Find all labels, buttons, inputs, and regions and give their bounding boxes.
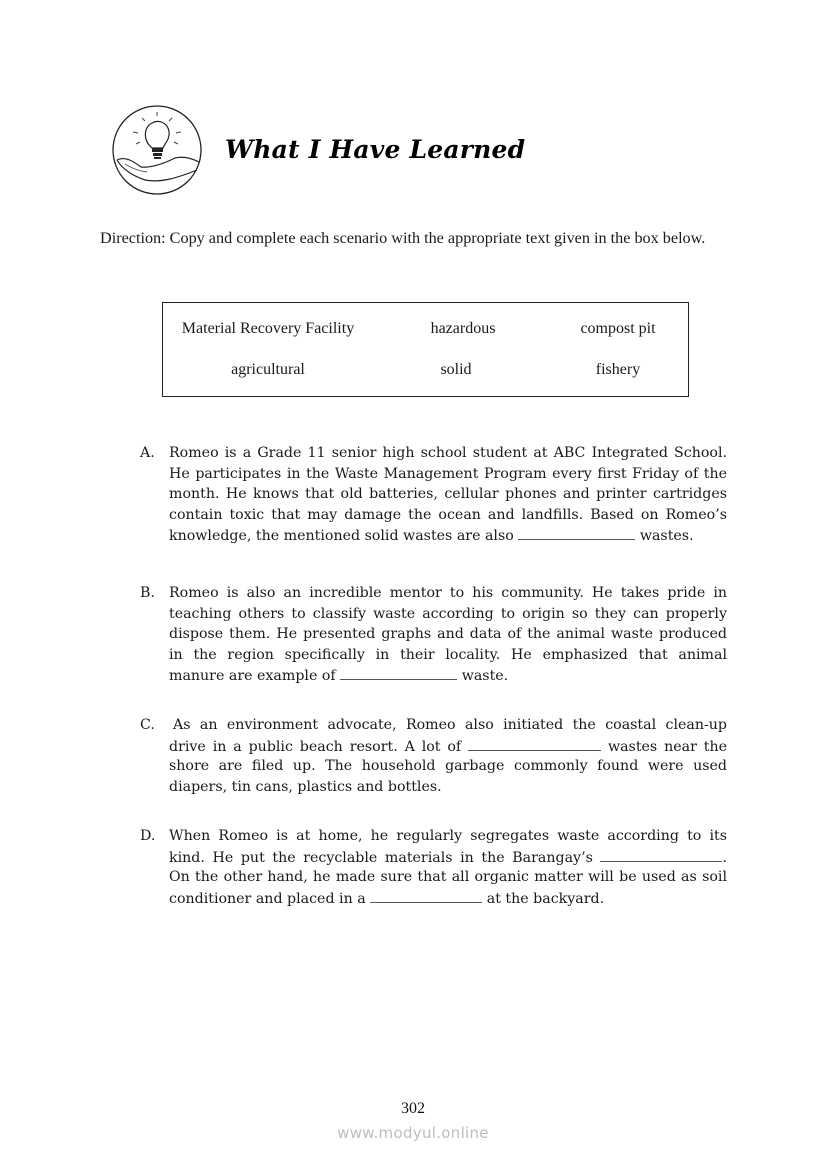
answer-blank[interactable] <box>370 888 482 903</box>
direction-text: Direction: Copy and complete each scenario with the appropriate text given in the box below. <box>100 229 706 247</box>
word-bank-choice: Material Recovery Facility <box>181 320 355 337</box>
section-header <box>111 104 531 200</box>
item-line: diapers, tin cans, plastics and bottles. <box>169 778 442 795</box>
item-line: in the region specifically in their locality. He emphasized that animal <box>169 646 727 663</box>
item-line: month. He knows that old batteries, cellular phones and printer cartridges <box>169 486 727 503</box>
word-bank-box <box>162 302 689 397</box>
answer-blank[interactable] <box>518 525 635 540</box>
lightbulb-in-hand-icon <box>111 104 203 196</box>
item-line: When Romeo is at home, he regularly segregates waste according to its <box>169 828 727 844</box>
item-line: manure are example of waste. <box>169 665 727 686</box>
item-line: Romeo is also an incredible mentor to his community. He takes pride in <box>169 585 727 601</box>
item-line: teaching others to classify waste according to origin so they can properly <box>169 605 727 622</box>
item-line: Romeo is a Grade 11 senior high school student at ABC Integrated School. <box>169 445 727 461</box>
item-line: drive in a public beach resort. A lot of wastes near the <box>169 736 727 757</box>
item-line: conditioner and placed in a at the backyard. <box>169 888 727 909</box>
word-bank-choice: compost pit <box>580 320 656 337</box>
scenario-a <box>140 443 727 546</box>
scenario-c <box>140 715 727 797</box>
answer-blank[interactable] <box>468 736 601 751</box>
word-bank-choice: agricultural <box>231 361 305 378</box>
scenario-d <box>140 826 727 908</box>
word-bank-choice: solid <box>440 361 472 378</box>
item-line: On the other hand, he made sure that all organic matter will be used as soil <box>169 869 727 886</box>
item-line: shore are filed up. The household garbage commonly found were used <box>169 758 727 775</box>
word-bank-choice: fishery <box>595 361 641 378</box>
item-line: dispose them. He presented graphs and data of the animal waste produced <box>169 626 727 643</box>
item-line: kind. He put the recyclable materials in the Barangay’s . <box>169 847 727 868</box>
item-line: He participates in the Waste Management Program every first Friday of the <box>169 465 727 482</box>
item-line: knowledge, the mentioned solid wastes are also wastes. <box>169 525 727 546</box>
answer-blank[interactable] <box>340 665 457 680</box>
item-letter: B. <box>140 585 155 601</box>
item-letter: A. <box>140 445 155 461</box>
item-line: contain toxic that may damage the ocean and landfills. Based on Romeo’s <box>169 506 727 523</box>
item-line: As an environment advocate, Romeo also initiated the coastal clean-up <box>173 717 727 733</box>
word-bank-choice: hazardous <box>430 320 496 337</box>
scenario-b <box>140 583 727 686</box>
watermark: www.modyul.online <box>337 1124 489 1142</box>
item-letter: D. <box>140 828 156 844</box>
section-title: What I Have Learned <box>225 135 526 164</box>
item-letter: C. <box>140 717 155 733</box>
page-number: 302 <box>401 1100 425 1117</box>
answer-blank[interactable] <box>600 847 722 862</box>
